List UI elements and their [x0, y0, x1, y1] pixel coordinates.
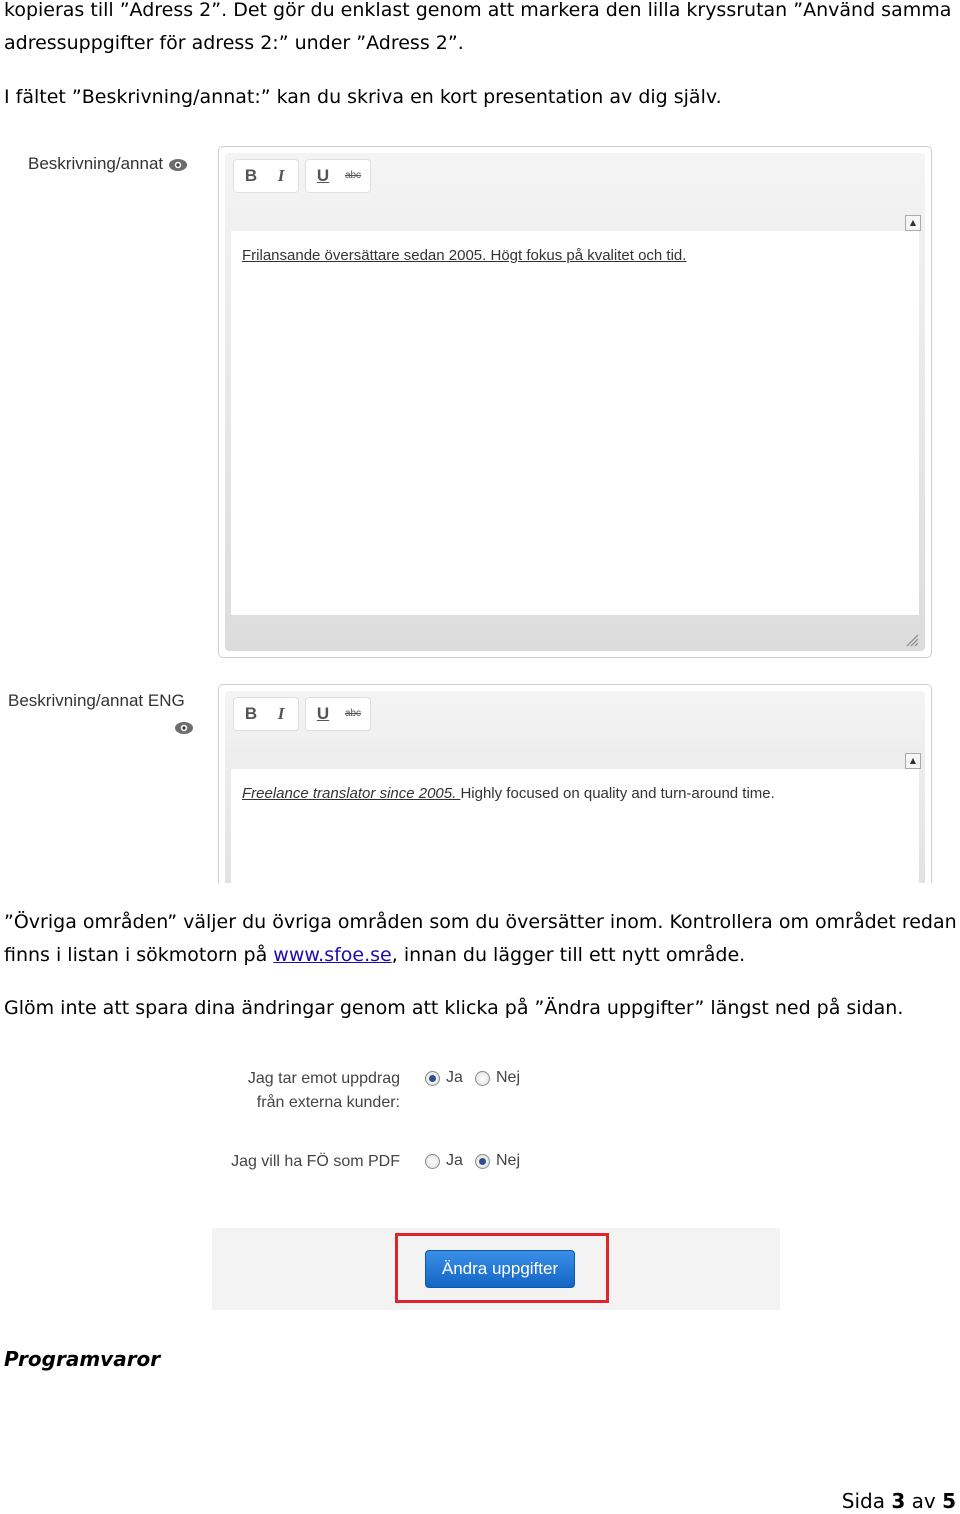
editor2-label: Beskrivning/annat ENG: [8, 691, 185, 710]
toolbar-group-format: [233, 159, 299, 193]
italic-button[interactable]: I: [277, 166, 285, 185]
italic-button[interactable]: I: [277, 704, 285, 723]
sfoe-link[interactable]: www.sfoe.se: [273, 944, 392, 966]
q2-yes-radio[interactable]: [425, 1154, 440, 1169]
page-current: 3: [891, 1489, 906, 1513]
page-prefix: Sida: [841, 1489, 892, 1513]
para2-line-2-pre: finns i listan i sökmotorn på: [4, 944, 274, 966]
section-heading: Programvaror: [4, 1347, 161, 1371]
para2-line-2: [4, 939, 745, 972]
q1-label-line-2: från externa kunder:: [256, 1094, 400, 1111]
q1-yes-option[interactable]: [425, 1069, 463, 1087]
q1-no-radio[interactable]: [475, 1071, 490, 1086]
editor1-label: Beskrivning/annat: [28, 154, 164, 173]
editor2-crop: [0, 684, 960, 883]
editor1-label-row: [28, 154, 188, 174]
q2-no-label: Nej: [496, 1152, 521, 1169]
toolbar-group-decoration: [305, 159, 371, 193]
q1-no-label: Nej: [496, 1069, 521, 1086]
eye-icon[interactable]: [168, 158, 188, 172]
editor2-content[interactable]: [231, 769, 919, 883]
editor2-text-rest: Highly focused on quality and turn-around time.: [460, 785, 775, 802]
q1-yes-label: Ja: [446, 1069, 463, 1086]
editor2: [218, 684, 932, 883]
q1-yes-radio[interactable]: [425, 1071, 440, 1086]
page-number: [842, 1489, 956, 1513]
bold-button[interactable]: B: [244, 166, 258, 185]
q1-label: [200, 1067, 400, 1115]
q1-label-line-1: Jag tar emot uppdrag: [247, 1070, 400, 1087]
bold-button[interactable]: B: [244, 704, 258, 723]
q2-no-radio[interactable]: [475, 1154, 490, 1169]
toolbar-group-format: [233, 697, 299, 731]
editor1-text: Frilansande översättare sedan 2005. Högt fokus på kvalitet och tid.: [242, 247, 687, 264]
editor1-content[interactable]: [231, 231, 919, 615]
strikethrough-button[interactable]: abc: [344, 170, 362, 181]
intro-line-2: adressuppgifter för adress 2:” under ”Adress 2”.: [4, 32, 464, 54]
page-mid: av: [905, 1489, 943, 1513]
page-total: 5: [942, 1489, 956, 1513]
q2-no-option[interactable]: [475, 1152, 520, 1170]
intro-line-3: I fältet ”Beskrivning/annat:” kan du skriva en kort presentation av dig själv.: [4, 86, 722, 108]
underline-button[interactable]: U: [316, 704, 330, 723]
editor1: [218, 146, 932, 658]
scroll-up-button[interactable]: ▲: [905, 215, 921, 231]
editor2-text-underlined: Freelance translator since 2005.: [242, 785, 461, 802]
q2-yes-label: Ja: [446, 1152, 463, 1169]
editor2-text: [242, 785, 775, 802]
editor1-frame: [225, 153, 925, 651]
q2-label: Jag vill ha FÖ som PDF: [231, 1153, 400, 1170]
toolbar-group-decoration: [305, 697, 371, 731]
para2-line-1: ”Övriga områden” väljer du övriga områden som du översätter inom. Kontrollera om området redan: [4, 911, 957, 933]
strikethrough-button[interactable]: abc: [344, 708, 362, 719]
q2-yes-option[interactable]: [425, 1152, 463, 1170]
save-changes-button[interactable]: Ändra uppgifter: [425, 1250, 575, 1288]
editor2-frame: [225, 691, 925, 883]
underline-button[interactable]: U: [316, 166, 330, 185]
para2-line-2-post: , innan du lägger till ett nytt område.: [391, 944, 746, 966]
intro-line-1: kopieras till ”Adress 2”. Det gör du enklast genom att markera den lilla kryssrutan ”Använd samma: [4, 0, 952, 21]
resize-handle-icon[interactable]: [905, 633, 919, 647]
q1-no-option[interactable]: [475, 1069, 520, 1087]
scroll-up-button[interactable]: ▲: [905, 753, 921, 769]
para3: Glöm inte att spara dina ändringar genom att klicka på ”Ändra uppgifter” längst ned på sidan.: [4, 997, 904, 1019]
